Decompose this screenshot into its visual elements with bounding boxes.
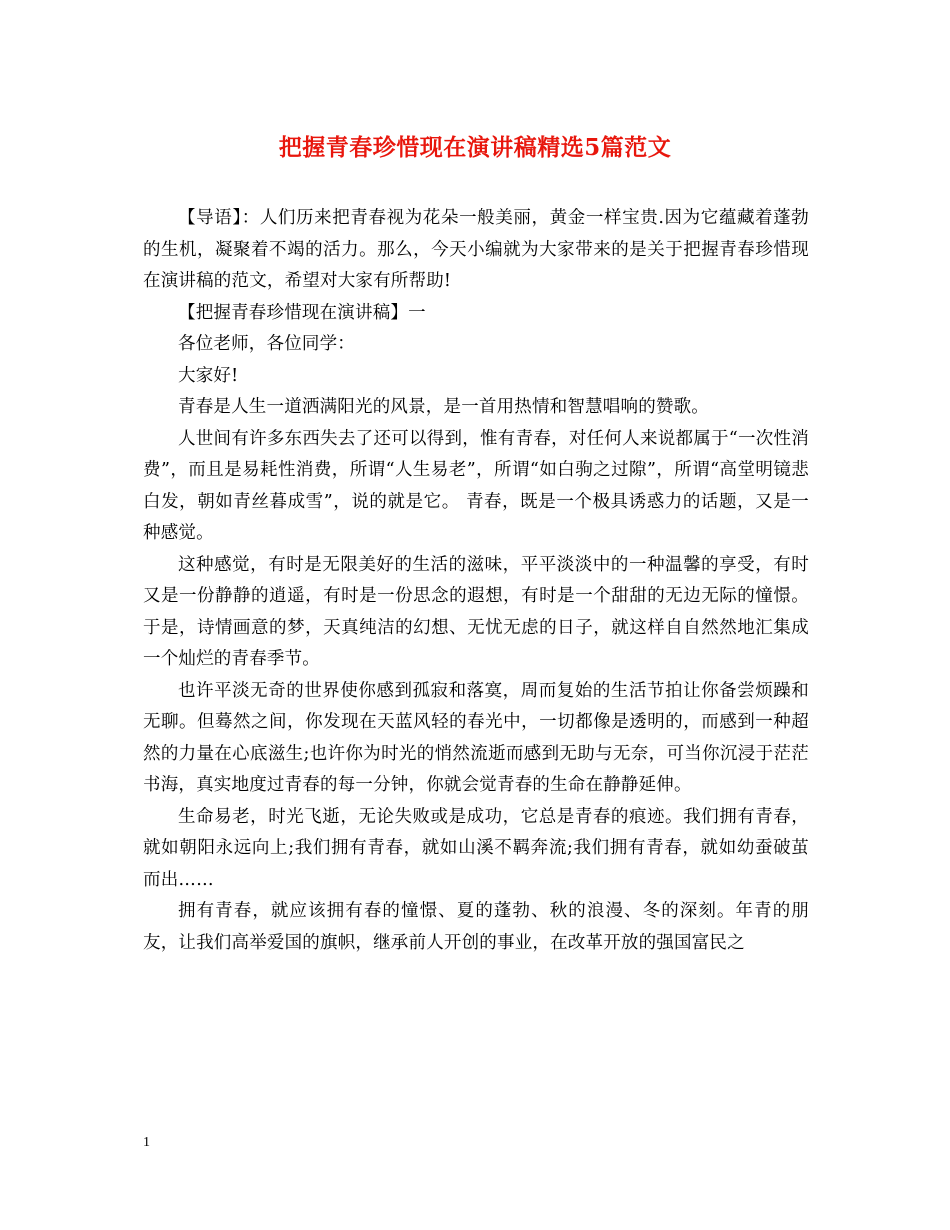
paragraph: 这种感觉，有时是无限美好的生活的滋味，平平淡淡中的一种温馨的享受，有时又是一份静静的逍遥，有时是一份思念的遐想，有时是一个甜甜的无边无际的憧憬。于是，诗情画意的梦，天真纯洁的幻想、无忧无虑的日子，就这样自自然然地汇集成一个灿烂的青春季节。	[143, 554, 809, 669]
paragraph-section-heading: 【把握青春珍惜现在演讲稿】一	[178, 302, 426, 323]
paragraph: 人世间有许多东西失去了还可以得到，惟有青春，对任何人来说都属于“一次性消费”，而且是易耗性消费，所谓“人生易老”，所谓“如白驹之过隙”，所谓“高堂明镜悲白发，朝如青丝暮成雪”，说的就是它。 青春，既是一个极具诱惑力的话题，又是一种感觉。	[143, 428, 809, 543]
document-title: 把握青春珍惜现在演讲稿精选5篇范文	[278, 134, 672, 161]
paragraph-intro: 【导语】：人们历来把青春视为花朵一般美丽，黄金一样宝贵.因为它蕴藏着蓬勃的生机，凝聚着不竭的活力。那么，今天小编就为大家带来的是关于把握青春珍惜现在演讲稿的范文，希望对大家有所帮助!	[143, 208, 809, 291]
document-body	[143, 203, 809, 959]
page-number: 1	[143, 1135, 150, 1150]
paragraph-greeting: 大家好!	[178, 365, 239, 386]
paragraph-salutation: 各位老师，各位同学：	[178, 334, 355, 354]
paragraph: 青春是人生一道洒满阳光的风景，是一首用热情和智慧唱响的赞歌。	[178, 397, 709, 417]
paragraph: 生命易老，时光飞逝，无论失败或是成功，它总是青春的痕迹。我们拥有青春，就如朝阳永远向上;我们拥有青春，就如山溪不羁奔流;我们拥有青春，就如幼蚕破茧而出……	[143, 806, 809, 890]
paragraph: 拥有青春，就应该拥有春的憧憬、夏的蓬勃、秋的浪漫、冬的深刻。年青的朋友，让我们高举爱国的旗帜，继承前人开创的事业，在改革开放的强国富民之	[143, 901, 809, 953]
paragraph: 也许平淡无奇的世界使你感到孤寂和落寞，周而复始的生活节拍让你备尝烦躁和无聊。但蓦然之间，你发现在天蓝风轻的春光中，一切都像是透明的，而感到一种超然的力量在心底滋生;也许你为时光的悄然流逝而感到无助与无奈，可当你沉浸于茫茫书海，真实地度过青春的每一分钟，你就会觉青春的生命在静静延伸。	[143, 680, 809, 795]
